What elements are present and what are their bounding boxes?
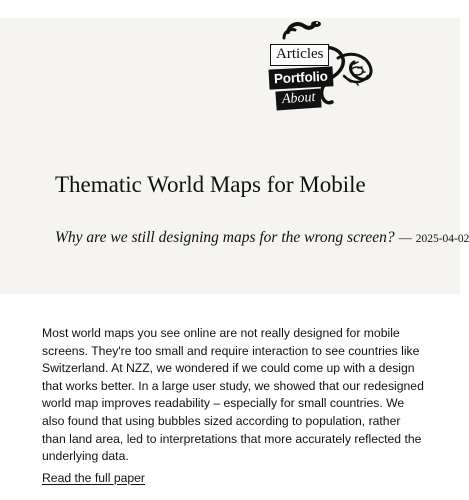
article-body: Most world maps you see online are not really designed for mobile screens. They're too small and require interaction to see countries like Switzerland. At NZZ, we wondered if we could come up with a design that works better. In a large user study, we showed that our redesigned world map improves readability – especially for small countries. We also found that using bubbles sized according to population, rather than land area, led to interpretations that more accurately reflected the underlying data. [42,326,424,464]
subtitle-row [55,229,469,247]
hero-section [0,18,460,294]
nav-portfolio-link[interactable]: Portfolio [269,66,334,89]
page-title: Thematic World Maps for Mobile [55,172,366,197]
nav-about-link[interactable]: About [275,88,322,110]
nav-articles-link[interactable]: Articles [270,44,329,66]
top-strip [0,0,460,18]
read-full-paper-link[interactable]: Read the full paper [42,471,145,485]
date-dash: — [398,230,412,245]
publish-date: 2025-04-02 [415,233,469,245]
article-subtitle: Why are we still designing maps for the wrong screen? [55,229,395,246]
